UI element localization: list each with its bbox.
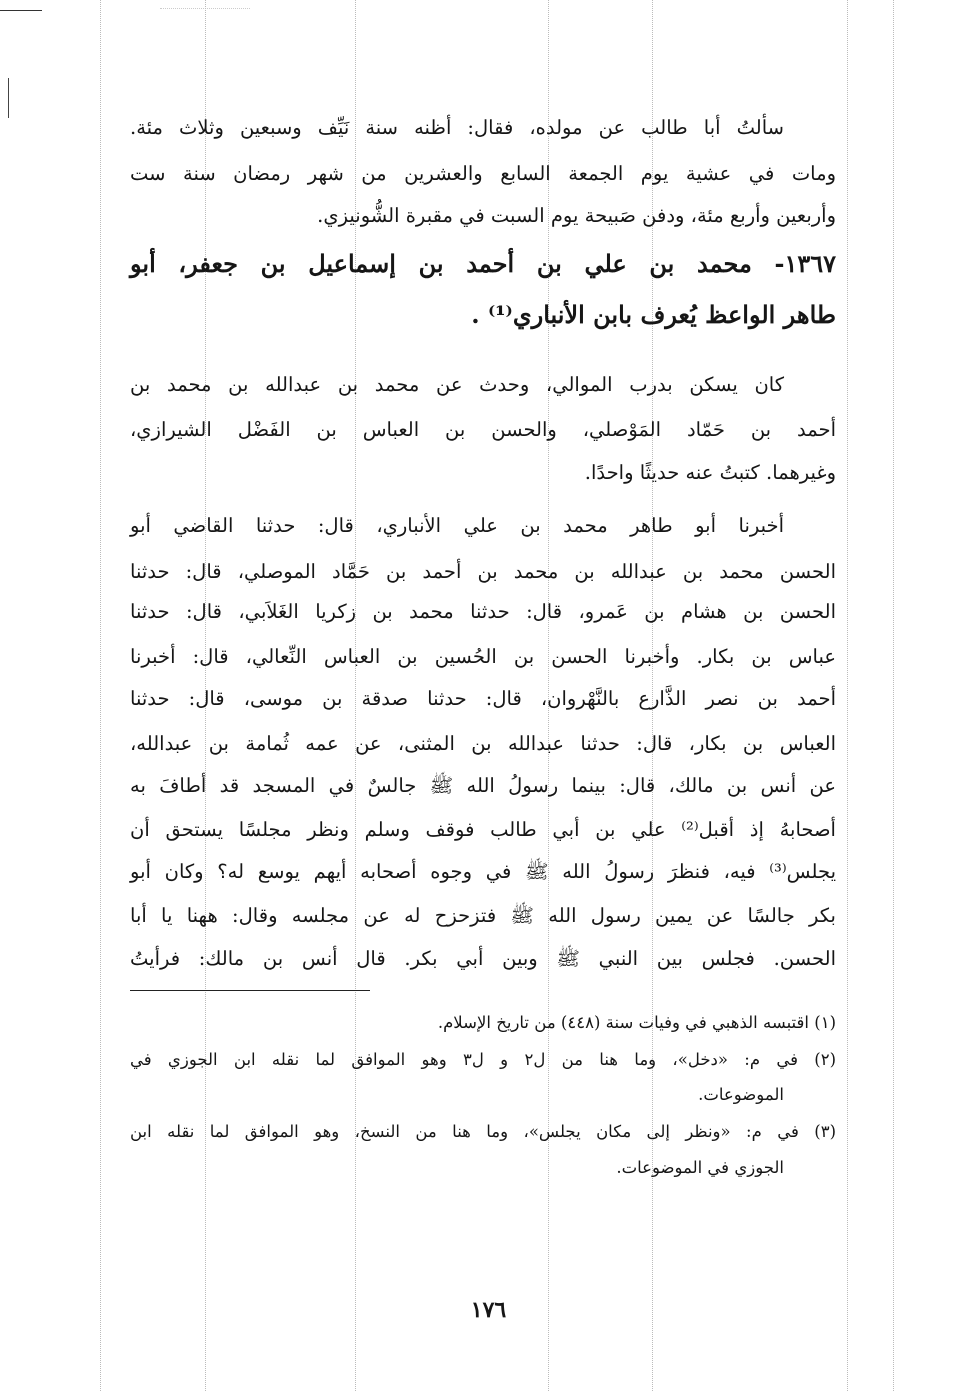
footnote-separator xyxy=(130,990,370,991)
text-line: سألتُ أبا طالب عن مولده، فقال: أظنه سنة نَيِّف وسبعين وثلاث مئة. xyxy=(130,116,784,139)
scan-corner-mark xyxy=(0,10,42,11)
scan-dotted-rule xyxy=(100,0,101,1391)
text-line: العباس بن بكار، قال: حدثنا عبدالله بن المثنى، عن عمه ثُمامة بن عبدالله، xyxy=(130,732,836,755)
text-line: بكر جالسًا عن يمين رسول الله ﷺ فتزحزح له عن مجلسه وقال: ههنا يا أبا xyxy=(130,904,836,927)
text-line: الحسن. فجلس بين النبي ﷺ وبين أبي بكر. قال أنس بن مالك: فرأيتُ xyxy=(130,947,836,970)
text-line: أحمد بن نصر الذَّارع بالنَّهْروان، قال: حدثنا صدقة بن موسى، قال: حدثنا xyxy=(130,687,836,710)
text-line: يجلس⁽³⁾ فيه، فنظرَ رسولُ الله ﷺ في وجوه أصحابه أيهم يوسع له؟ وكان أبو xyxy=(130,860,836,883)
text-line: كان يسكن بدرب الموالي، وحدث عن محمد بن عبدالله بن محمد بن xyxy=(130,373,784,396)
scan-dotted-rule xyxy=(847,0,848,1391)
text-line: الحسن محمد بن عبدالله بن محمد بن أحمد بن حَمَّاد الموصلي، قال: حدثنا xyxy=(130,560,836,583)
scan-dotted-rule xyxy=(893,0,894,1391)
footnote: (٢) في م: «دخل»، وما هنا من ل٢ و ل٣ وهو الموافق لما نقله ابن الجوزي في xyxy=(130,1050,837,1069)
text-line: أخبرنا أبو طاهر محمد بن علي الأنباري، قال: حدثنا القاضي أبو xyxy=(130,514,784,537)
text-line: عباس بن بكار. وأخبرنا الحسن بن الحُسين بن العباس النِّعالي، قال: أخبرنا xyxy=(130,645,836,668)
entry-heading: ١٣٦٧- محمد بن علي بن أحمد بن إسماعيل بن جعفر، أبو xyxy=(130,249,836,278)
text-line: عن أنس بن مالك، قال: بينما رسولُ الله ﷺ جالسٌ في المسجد قد أطافَ به xyxy=(130,774,836,797)
text-line: أحمد بن حَمّاد المَوْصلي، والحسن بن العباس بن الفَضْل الشيرازي، xyxy=(130,418,836,441)
text-line: أصحابهُ إذ أقبل⁽²⁾ علي بن أبي طالب فوقف وسلم ونظر مجلسًا يستحق أن xyxy=(130,818,836,841)
scan-edge-mark xyxy=(8,78,9,118)
footnote: (٣) في م: «ونظر إلى مكان يجلس»، وما هنا من النسخ، وهو الموافق لما نقله ابن xyxy=(130,1122,836,1141)
text-line: وغيرهما. كتبتُ عنه حديثًا واحدًا. xyxy=(584,461,836,484)
text-line: الحسن بن هشام بن عَمرو، قال: حدثنا محمد بن زكريا الغَلاَبي، قال: حدثنا xyxy=(130,600,836,623)
footnote-continuation: الموضوعات. xyxy=(698,1085,784,1104)
text-line: وأربعين وأربع مئة، ودفن صَبيحة يوم السبت في مقبرة الشُّونيزي. xyxy=(317,204,836,227)
text-line: ومات في عشية يوم الجمعة السابع والعشرين من شهر رمضان سنة ست xyxy=(130,162,836,185)
page-number: ١٧٦ xyxy=(470,1297,507,1323)
entry-heading: طاهر الواعظ يُعرف بابن الأنباري⁽¹⁾ . xyxy=(471,300,836,329)
footnote-continuation: الجوزي في الموضوعات. xyxy=(616,1158,784,1177)
footnote: (١) اقتبسه الذهبي في وفيات سنة (٤٤٨) من تاريخ الإسلام. xyxy=(437,1013,836,1032)
